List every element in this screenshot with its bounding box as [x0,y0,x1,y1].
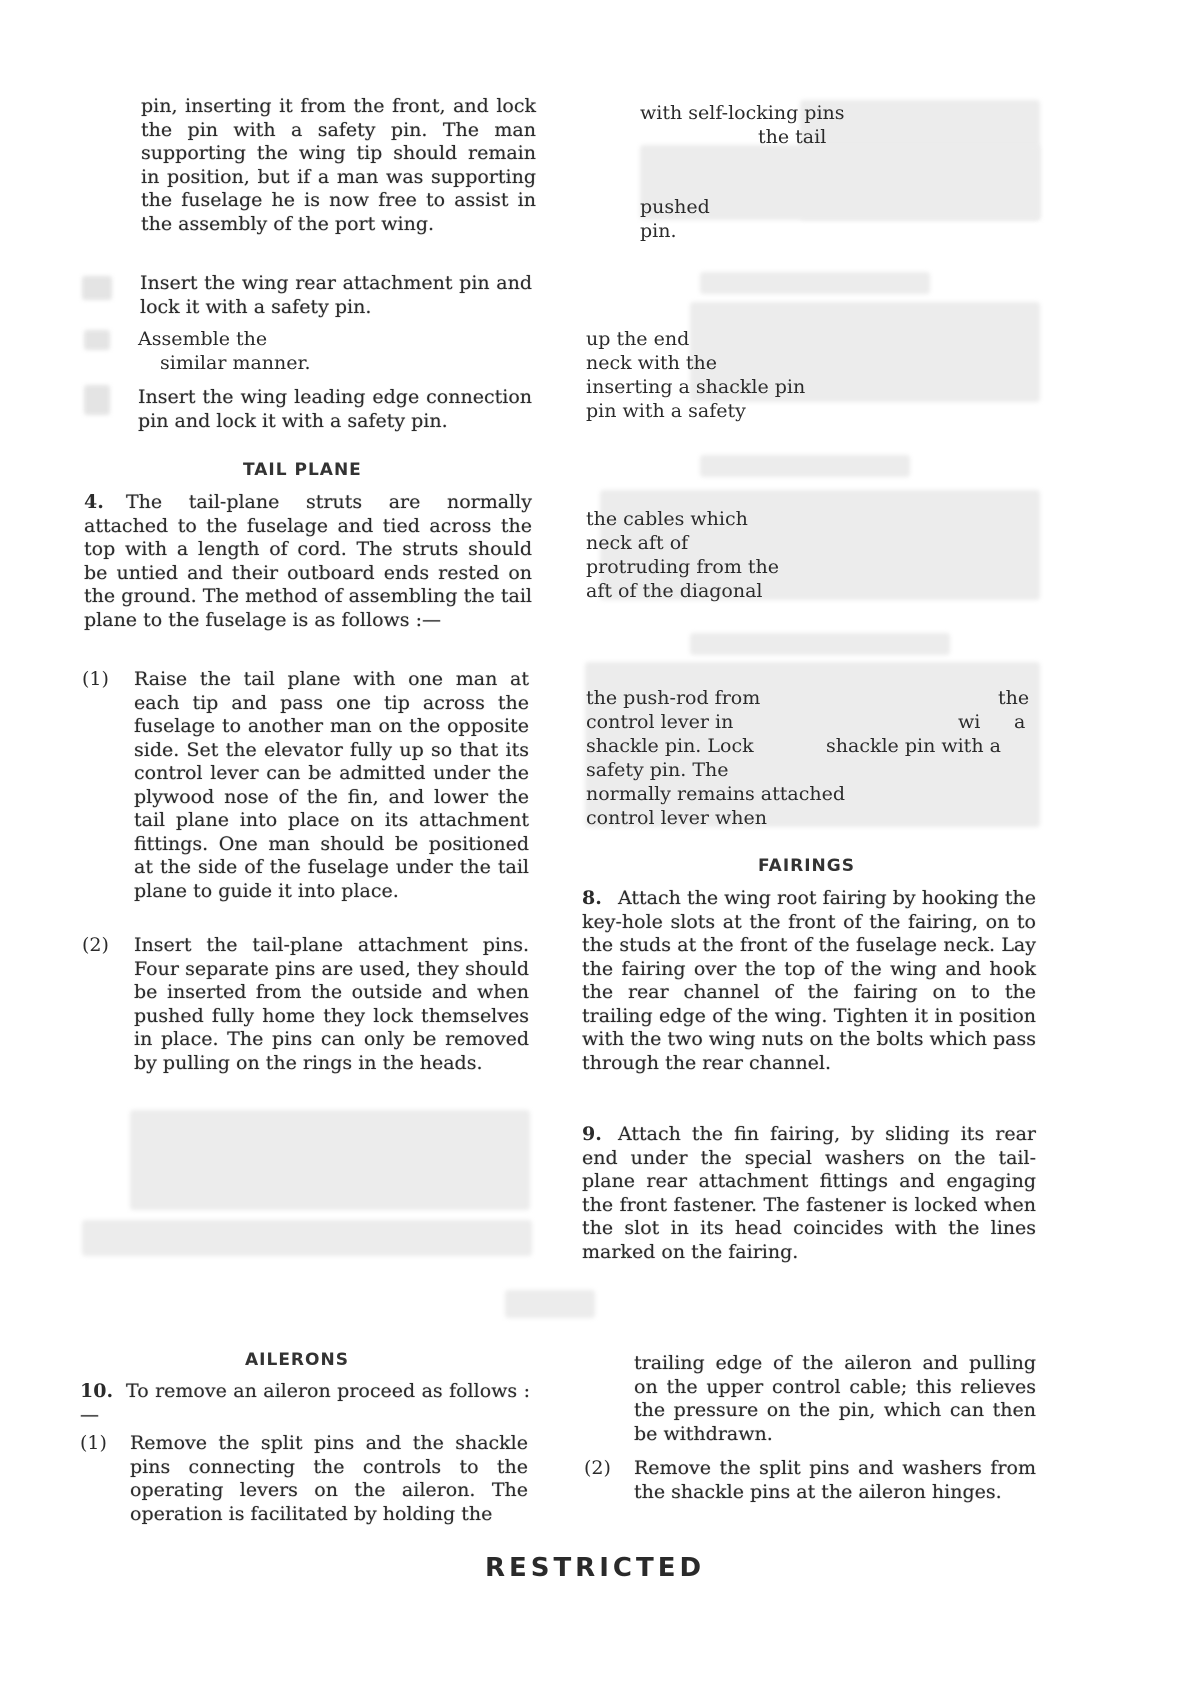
obscured-fragment: the cables which [586,508,748,530]
smudge [82,276,112,300]
paragraph-10: To remove an aileron proceed as follows :— [80,1380,530,1426]
smudge [130,1110,530,1210]
subitem-1: Raise the tail plane with one man at each tip and pass one tip across the fuselage to another man on the opposite side. Set the elevator fully up so that its control lever can be admitted under the plywood nose of the fin, and lower the tail plane into place on its attachment fittings. One man should be positioned at the side of the fuselage under the tail plane to guide it into place. [134,668,529,902]
obscured-fragment: protruding from the [586,556,780,578]
list-item: Insert the wing leading edge connection pin and lock it with a safety pin. [138,386,532,432]
obscured-fragment: the [998,687,1030,709]
continued-paragraph: pin, inserting it from the front, and lock the pin with a safety pin. The man supporting the wing tip should remain in position, but if a man was supporting the fuselage he is now free to assist in the assembly of the port wing. [141,95,536,235]
paragraph-number: 4. [84,491,104,513]
subitem-2: Insert the tail-plane attachment pins. Four separate pins are used, they should be inserted from the outside and when pushed fully home they lock themselves in place. The pins can only be removed by pulling on the rings in the heads. [134,934,529,1074]
obscured-fragment: a [1014,711,1026,733]
obscured-fragment: with self-locking pins [640,102,845,124]
smudge [700,455,910,477]
smudge [700,272,930,294]
smudge [690,633,950,655]
obscured-fragment: wi [958,711,981,733]
smudge [84,385,110,415]
subitem-label: (1) [82,668,109,690]
list-item: Insert the wing rear attachment pin and lock it with a safety pin. [140,272,532,318]
paragraph-number: 8. [582,887,602,909]
paragraph-number: 10. [80,1380,114,1402]
obscured-fragment: up the end [586,328,690,350]
subitem-label: (1) [80,1432,107,1454]
section-heading-tail-plane: TAIL PLANE [243,460,362,480]
aileron-step-1: Remove the split pins and the shackle pins connecting the controls to the operating levers on the aileron. The operation is facilitated by holding the [130,1432,528,1525]
list-item-continued: similar manner. [160,352,311,374]
obscured-fragment: inserting a shackle pin [586,376,806,398]
section-heading-ailerons: AILERONS [245,1350,349,1370]
smudge [82,1220,532,1256]
smudge [84,330,110,350]
smudge [505,1290,595,1318]
paragraph-number: 9. [582,1123,602,1145]
list-item: Assemble the [138,328,268,350]
paragraph-4: The tail-plane struts are normally attached to the fuselage and tied across the top with a length of cord. The struts should be untied and their outboard ends rested on the ground. The method of assembling the tail plane to the fuselage is as follows :— [84,491,532,631]
obscured-fragment: safety pin. The [586,759,729,781]
paragraph-9: Attach the fin fairing, by sliding its rear end under the special washers on the tail-plane rear attachment fittings and engaging the front fastener. The fastener is locked when the slot in its head coincides with the lines marked on the fairing. [582,1123,1036,1263]
obscured-fragment: control lever in [586,711,734,733]
subitem-label: (2) [584,1457,611,1479]
section-heading-fairings: FAIRINGS [758,856,855,876]
obscured-fragment: neck with the [586,352,718,374]
obscured-fragment: pushed [640,196,710,218]
obscured-fragment: neck aft of [586,532,689,554]
obscured-fragment: pin with a safety [586,400,746,422]
subitem-label: (2) [82,934,109,956]
obscured-fragment: the tail [758,126,827,148]
obscured-fragment: normally remains attached [586,783,846,805]
obscured-fragment: pin. [640,220,677,242]
aileron-step-2: Remove the split pins and washers from the shackle pins at the aileron hinges. [634,1457,1036,1503]
classification-marking: RESTRICTED [484,1553,706,1583]
obscured-fragment: shackle pin with a [826,735,1001,757]
obscured-fragment: aft of the diagonal [586,580,763,602]
obscured-fragment: shackle pin. Lock [586,735,754,757]
obscured-fragment: the push-rod from [586,687,761,709]
obscured-fragment: control lever when [586,807,767,829]
paragraph-8: Attach the wing root fairing by hooking the key-hole slots at the front of the fairing, on to the studs at the front of the fuselage neck. Lay the fairing over the top of the wing and hook the rear channel of the fairing on to the trailing edge of the wing. Tighten it in position with the two wing nuts on the bolts which pass through the rear channel. [582,887,1036,1074]
aileron-step-1-continued: trailing edge of the aileron and pulling on the upper control cable; this relieves the pressure on the pin, which can then be withdrawn. [634,1352,1036,1445]
